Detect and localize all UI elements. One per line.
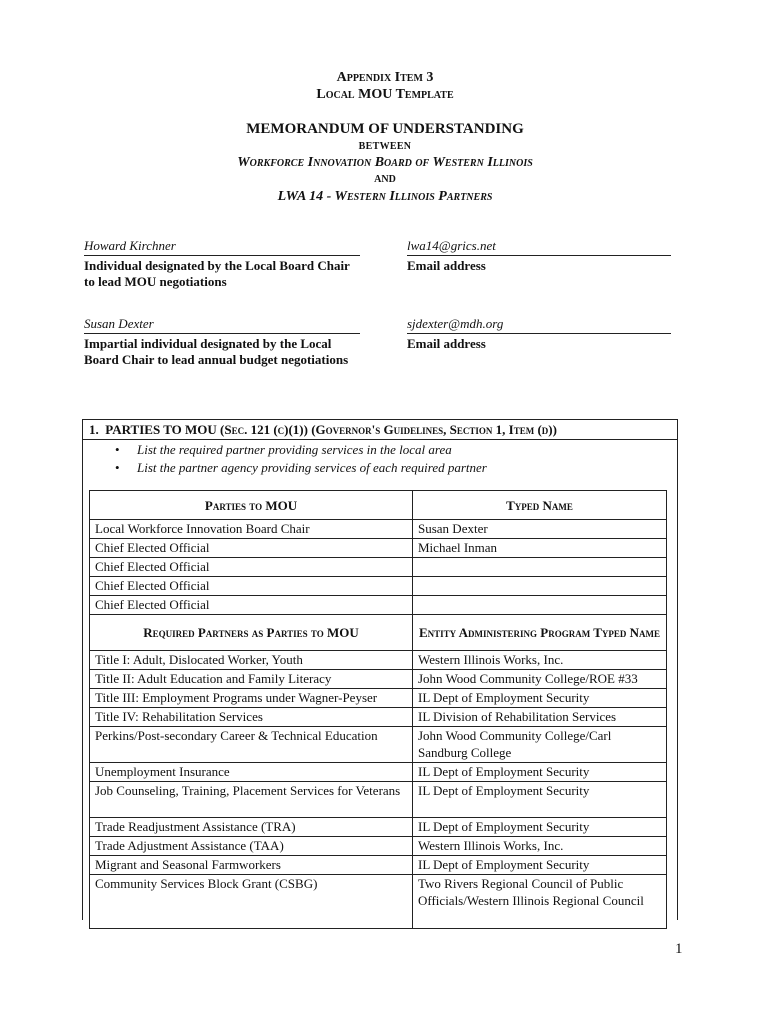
party-role: Chief Elected Official — [90, 558, 413, 577]
page-number: 1 — [675, 941, 683, 957]
partner-entity: Western Illinois Works, Inc. — [413, 837, 667, 856]
partner-entity: IL Dept of Employment Security — [413, 763, 667, 782]
table-row — [90, 539, 667, 558]
partner-program: Perkins/Post-secondary Career & Technical Education — [90, 727, 413, 763]
partner-entity: Western Illinois Works, Inc. — [413, 651, 667, 670]
partner-program: Unemployment Insurance — [90, 763, 413, 782]
table-row — [90, 596, 667, 615]
instruction-item — [83, 459, 677, 477]
party-role: Chief Elected Official — [90, 596, 413, 615]
table-row — [90, 782, 667, 818]
table-row — [90, 856, 667, 875]
appendix-heading: Appendix Item 3 — [336, 70, 434, 85]
partner-entity: IL Dept of Employment Security — [413, 818, 667, 837]
table-header-row — [90, 615, 667, 651]
partner-program: Job Counseling, Training, Placement Services for Veterans — [90, 782, 413, 818]
partner-program: Title I: Adult, Dislocated Worker, Youth — [90, 651, 413, 670]
partner-program: Migrant and Seasonal Farmworkers — [90, 856, 413, 875]
partner-entity: IL Dept of Employment Security — [413, 782, 667, 818]
lead-email-value: lwa14@grics.net — [407, 238, 496, 253]
column-header-parties: Parties to MOU — [90, 491, 413, 520]
instruction-text: List the partner agency providing services of each required partner — [137, 460, 487, 475]
table-row — [90, 670, 667, 689]
partner-entity: Two Rivers Regional Council of Public Officials/Western Illinois Regional Council — [413, 875, 667, 929]
budget-negotiator-label: Impartial individual designated by the Local Board Chair to lead annual budget negotiations — [84, 336, 349, 367]
and-label: AND — [374, 174, 396, 185]
party-name — [413, 558, 667, 577]
parties-table — [89, 490, 667, 929]
partner-program: Trade Readjustment Assistance (TRA) — [90, 818, 413, 837]
party-role: Chief Elected Official — [90, 539, 413, 558]
table-row — [90, 875, 667, 929]
budget-email-value: sjdexter@mdh.org — [407, 316, 504, 331]
party-name: Michael Inman — [413, 539, 667, 558]
lead-negotiator-name: Howard Kirchner — [84, 238, 176, 253]
partner-entity: IL Dept of Employment Security — [413, 689, 667, 708]
lead-email-label: Email address — [407, 258, 486, 273]
partner-program: Community Services Block Grant (CSBG) — [90, 875, 413, 929]
party-name — [413, 577, 667, 596]
bullet-icon: • — [115, 442, 120, 457]
partner-entity: John Wood Community College/ROE #33 — [413, 670, 667, 689]
instruction-list — [83, 441, 677, 477]
party-name — [413, 596, 667, 615]
table-row — [90, 763, 667, 782]
party-role: Chief Elected Official — [90, 577, 413, 596]
table-row — [90, 558, 667, 577]
partner-program: Title IV: Rehabilitation Services — [90, 708, 413, 727]
between-label: BETWEEN — [358, 141, 412, 152]
table-row — [90, 708, 667, 727]
table-row — [90, 689, 667, 708]
column-header-required-partners: Required Partners as Parties to MOU — [90, 615, 413, 651]
partner-program: Title III: Employment Programs under Wagner-Peyser — [90, 689, 413, 708]
budget-negotiator-name: Susan Dexter — [84, 316, 154, 331]
partner-entity: IL Division of Rehabilitation Services — [413, 708, 667, 727]
column-header-entity: Entity Administering Program Typed Name — [413, 615, 667, 651]
table-row — [90, 651, 667, 670]
partner-entity: John Wood Community College/Carl Sandburg College — [413, 727, 667, 763]
partner-program: Title II: Adult Education and Family Literacy — [90, 670, 413, 689]
partners-name: LWA 14 - Western Illinois Partners — [277, 189, 493, 204]
budget-email-block — [407, 316, 671, 352]
table-row — [90, 727, 667, 763]
budget-negotiator-block — [84, 316, 360, 368]
lead-email-block — [407, 238, 671, 274]
lead-negotiator-label: Individual designated by the Local Board Chair to lead MOU negotiations — [84, 258, 350, 289]
instruction-text: List the required partner providing services in the local area — [137, 442, 452, 457]
party-name: Susan Dexter — [413, 520, 667, 539]
party-role: Local Workforce Innovation Board Chair — [90, 520, 413, 539]
instruction-item — [83, 441, 677, 459]
table-header-row — [90, 491, 667, 520]
table-row — [90, 818, 667, 837]
table-row — [90, 577, 667, 596]
table-row — [90, 520, 667, 539]
partner-program: Trade Adjustment Assistance (TAA) — [90, 837, 413, 856]
table-row — [90, 837, 667, 856]
lead-negotiator-block — [84, 238, 360, 290]
column-header-typed-name: Typed Name — [413, 491, 667, 520]
document-title: MEMORANDUM OF UNDERSTANDING — [246, 121, 524, 137]
section-1-title: 1. PARTIES TO MOU (Sec. 121 (c)(1)) (Governor's Guidelines, Section 1, Item (d)) — [83, 420, 677, 440]
partner-entity: IL Dept of Employment Security — [413, 856, 667, 875]
board-name: Workforce Innovation Board of Western Illinois — [237, 155, 533, 170]
template-heading: Local MOU Template — [316, 87, 454, 102]
bullet-icon: • — [115, 460, 120, 475]
budget-email-label: Email address — [407, 336, 486, 351]
